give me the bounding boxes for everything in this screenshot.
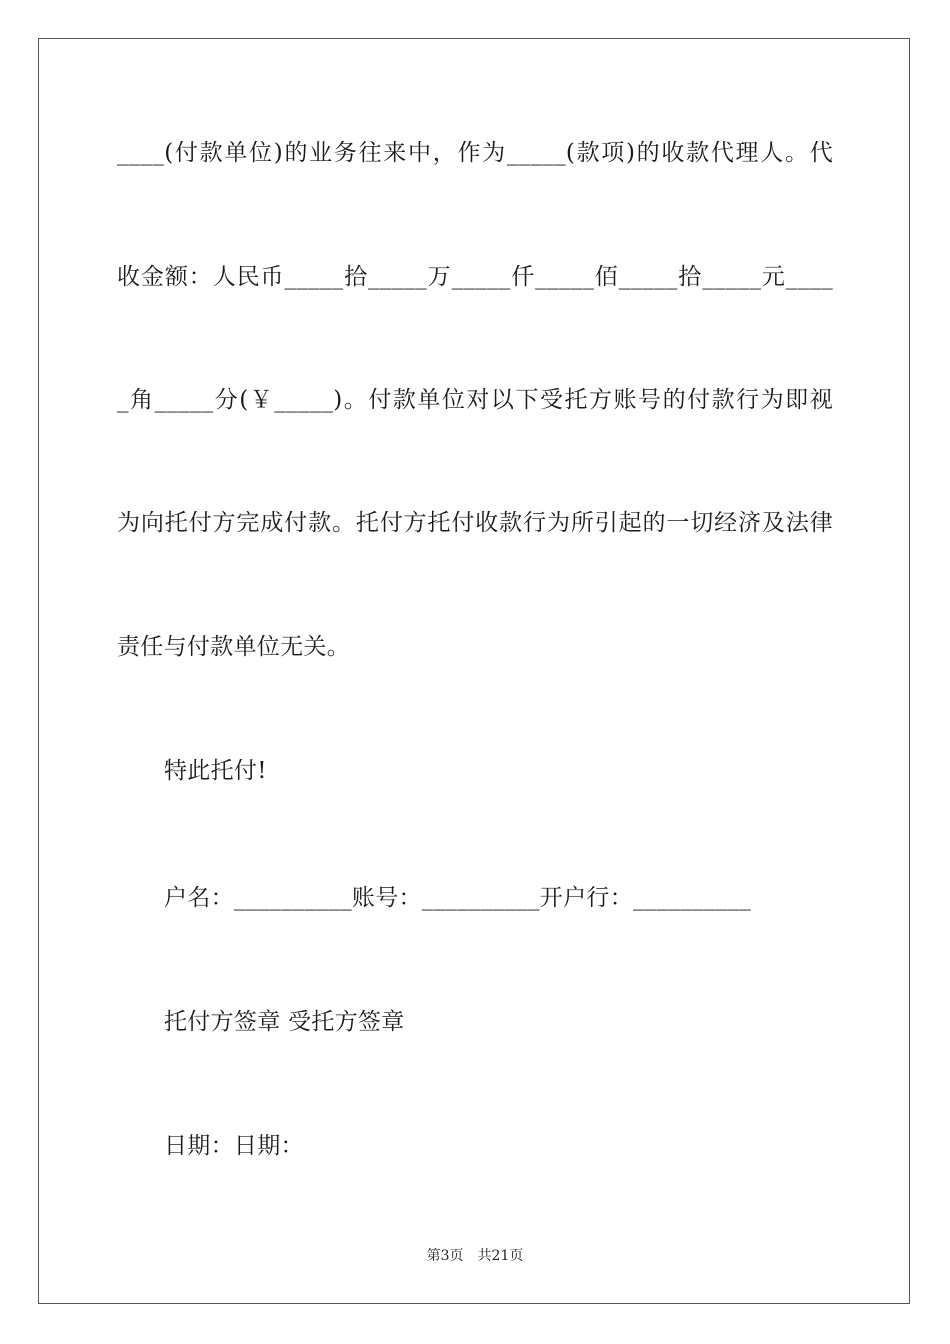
date-line: 日期：日期： (164, 1133, 304, 1159)
signature-line: 托付方签章 受托方签章 (164, 1009, 405, 1035)
body-line-2: 收金额：人民币_____拾_____万_____仟_____佰_____拾_____元____ (117, 264, 833, 290)
closing-text: 特此托付! (164, 758, 267, 784)
body-line-3: _角_____分(￥_____)。付款单位对以下受托方账号的付款行为即视 (117, 387, 833, 413)
body-line-4: 为向托付方完成付款。托付方托付收款行为所引起的一切经济及法律 (117, 510, 833, 536)
account-line: 户名：__________账号：__________开户行：__________ (164, 885, 751, 911)
body-line-1: ____(付款单位)的业务往来中，作为_____(款项)的收款代理人。代 (117, 140, 833, 166)
body-line-5: 责任与付款单位无关。 (117, 634, 350, 660)
page-number-footer: 第3页 共21页 (426, 1248, 524, 1264)
page-frame (38, 38, 910, 1304)
